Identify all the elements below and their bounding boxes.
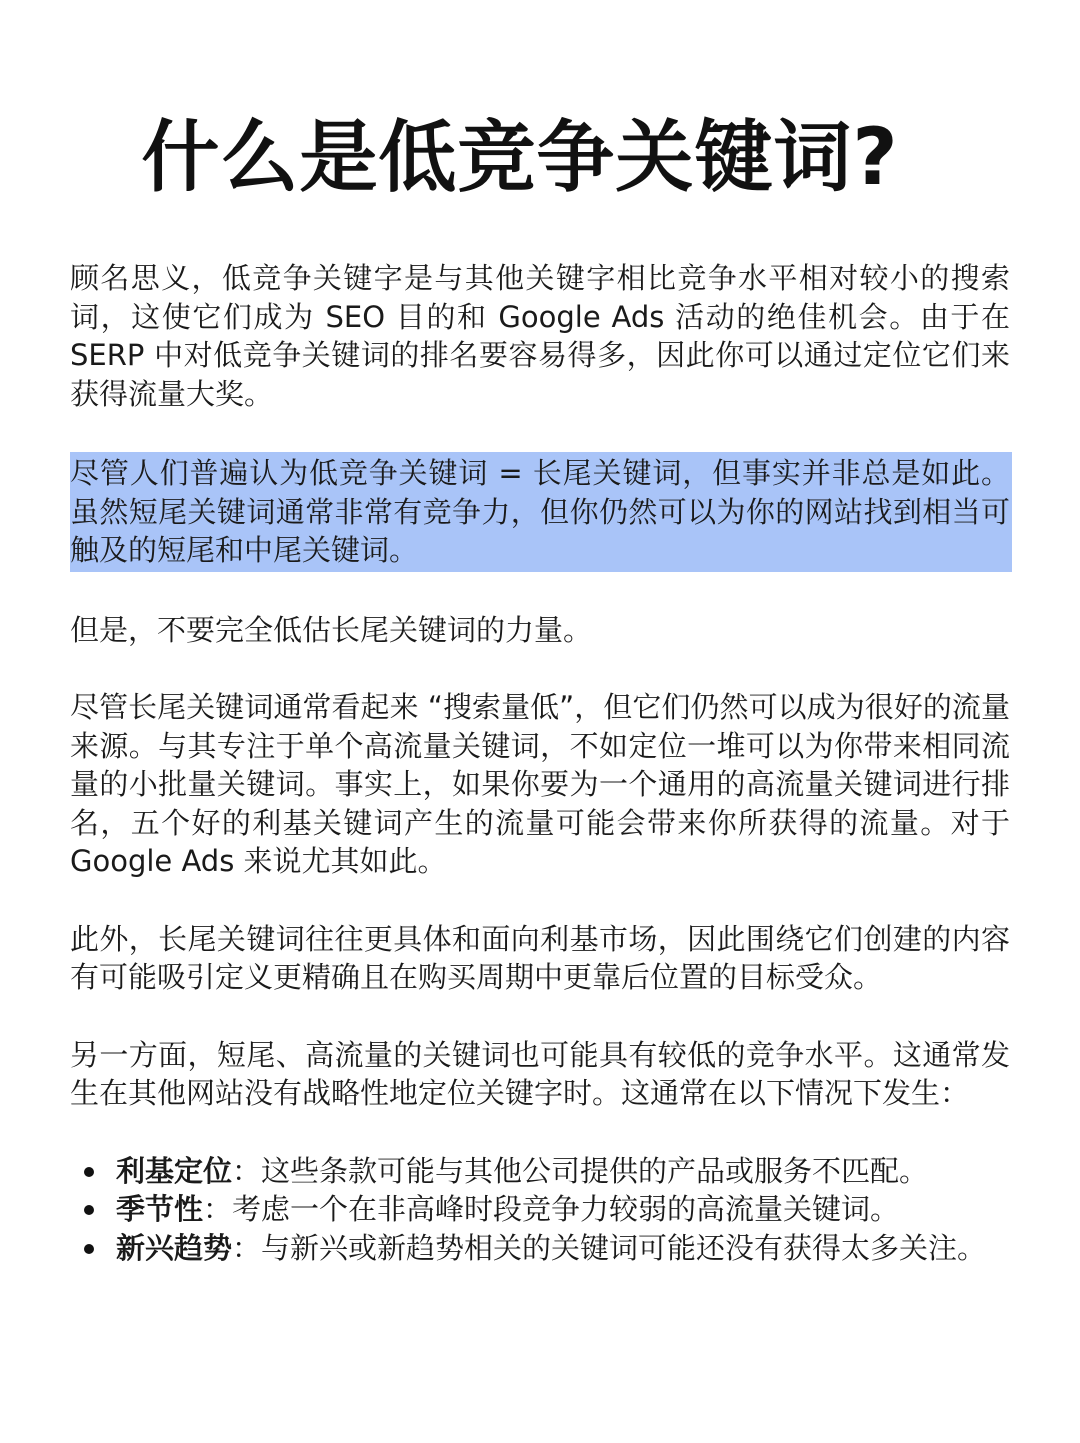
list-item — [70, 1229, 1010, 1268]
bullet-dot-icon — [84, 1205, 94, 1215]
list-item-term: 季节性 — [116, 1192, 204, 1226]
list-item-term: 利基定位 — [116, 1153, 233, 1188]
list-item — [70, 1190, 1010, 1229]
paragraph-long-tail-power: 但是，不要完全低估长尾关键词的力量。 — [70, 612, 593, 647]
paragraph-intro: 顾名思义，低竞争关键字是与其他关键字相比竞争水平相对较小的搜索词，这使它们成为 SEO 目的和 Google Ads 活动的绝佳机会。由于在 SERP 中对低竞争关键词的排名要容易得多，因此你可以通过定位它们来获得流量大奖。 — [70, 261, 1010, 411]
paragraph-traffic-source: 尽管长尾关键词通常看起来 “搜索量低”，但它们仍然可以成为很好的流量来源。与其专注于单个高流量关键词，不如定位一堆可以为你带来相同流量的小批量关键词。事实上，如果你要为一个通用的高流量关键词进行排名，五个好的利基关键词产生的流量可能会带来你所获得的流量。对于 Google Ads 来说尤其如此。 — [70, 690, 1010, 878]
paragraph-short-tail: 另一方面，短尾、高流量的关键词也可能具有较低的竞争水平。这通常发生在其他网站没有战略性地定位关键字时。这通常在以下情况下发生： — [70, 1037, 1010, 1110]
situation-list — [70, 1152, 1010, 1268]
list-item — [70, 1152, 1010, 1191]
bullet-dot-icon — [84, 1167, 94, 1177]
paragraph-niche-audience: 此外，长尾关键词往往更具体和面向利基市场，因此围绕它们创建的内容有可能吸引定义更精确且在购买周期中更靠后位置的目标受众。 — [70, 921, 1010, 994]
list-item-text: ：考虑一个在非高峰时段竞争力较弱的高流量关键词。 — [203, 1192, 900, 1226]
article-body — [70, 259, 1010, 1267]
list-item-term: 新兴趋势 — [116, 1230, 233, 1265]
page-title: 什么是低竞争关键词? — [141, 113, 899, 203]
list-item-text: ：与新兴或新趋势相关的关键词可能还没有获得太多关注。 — [232, 1230, 987, 1265]
bullet-dot-icon — [84, 1244, 94, 1254]
paragraph-highlighted: 尽管人们普遍认为低竞争关键词 = 长尾关键词，但事实并非总是如此。虽然短尾关键词通常非常有竞争力，但你仍然可以为你的网站找到相当可触及的短尾和中尾关键词。 — [70, 452, 1012, 572]
list-item-text: ：这些条款可能与其他公司提供的产品或服务不匹配。 — [232, 1153, 929, 1188]
